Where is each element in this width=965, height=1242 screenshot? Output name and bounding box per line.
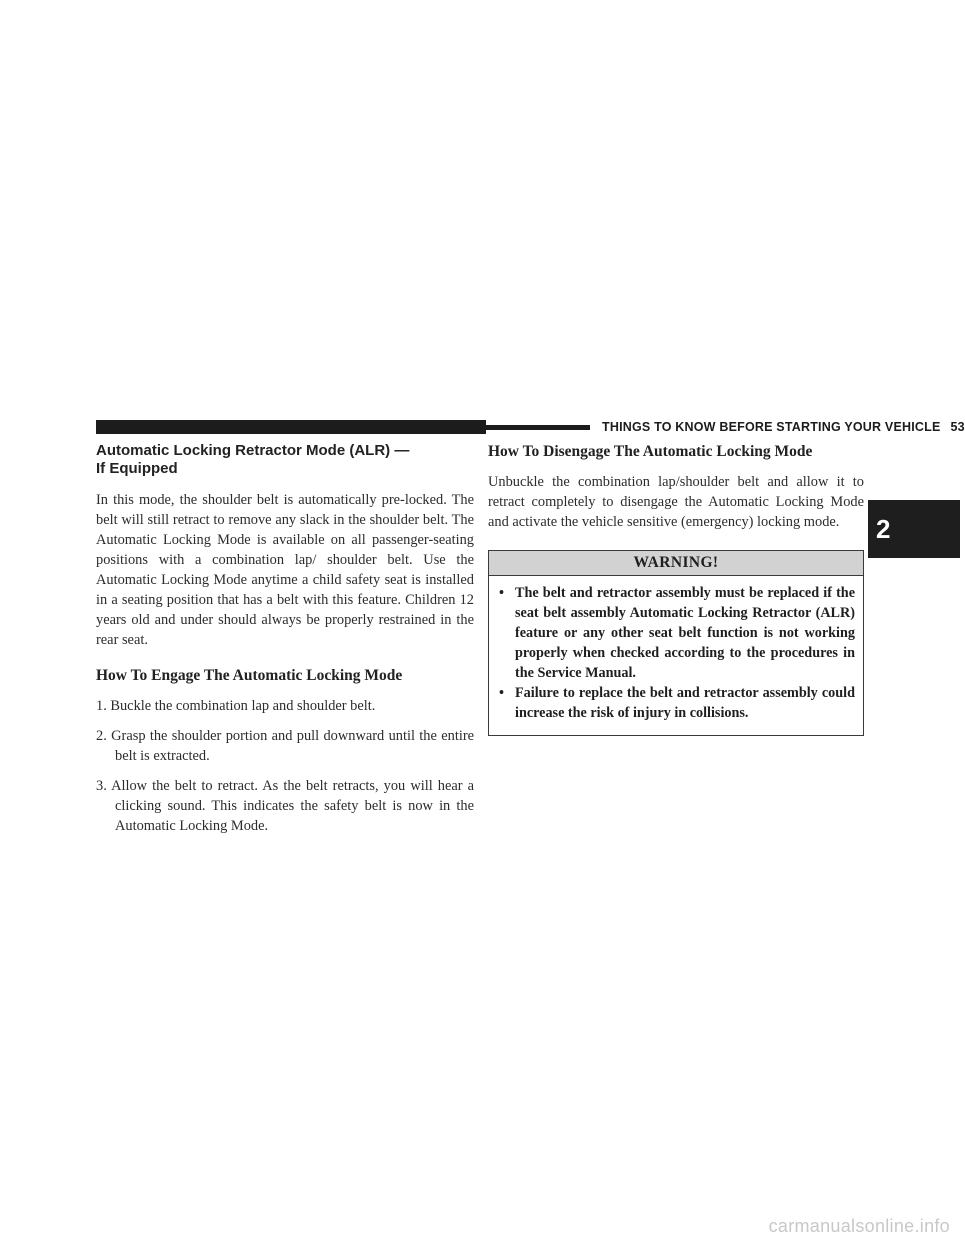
warning-item — [497, 683, 855, 723]
engage-heading: How To Engage The Automatic Locking Mode — [96, 667, 403, 684]
header-rule-thin — [486, 425, 590, 430]
warning-title: WARNING! — [489, 551, 863, 576]
alr-heading — [96, 442, 474, 478]
warning-item-text: Failure to replace the belt and retractor assembly could increase the risk of injury in collisions. — [515, 685, 855, 721]
bullet-icon: • — [499, 585, 504, 601]
right-column — [488, 442, 864, 736]
step-1: 1. Buckle the combination lap and shoulder belt. — [96, 698, 376, 714]
alr-intro-paragraph: In this mode, the shoulder belt is automatically pre-locked. The belt will still retract to remove any slack in the shoulder belt. The Automatic Locking Mode is available on all passenger-seating positions with a combination lap/ shoulder belt. Use the Automatic Locking Mode anytime a child safety seat is installed in a seating position that has a belt with this feature. Children 12 years old and under should always be properly restrained in the rear seat. — [96, 492, 474, 648]
disengage-paragraph: Unbuckle the combination lap/shoulder belt and allow it to retract completely to disengage the Automatic Locking Mode and activate the vehicle sensitive (emergency) locking mode. — [488, 474, 864, 530]
section-title: THINGS TO KNOW BEFORE STARTING YOUR VEHICLE — [602, 420, 941, 434]
step-3: 3. Allow the belt to retract. As the belt retracts, you will hear a clicking sound. This indicates the safety belt is now in the Automatic Locking Mode. — [96, 778, 474, 834]
engage-steps — [96, 696, 474, 836]
alr-heading-line1: Automatic Locking Retractor Mode (ALR) — — [96, 442, 410, 459]
bullet-icon: • — [499, 685, 504, 701]
left-column — [96, 442, 474, 836]
warning-item-text: The belt and retractor assembly must be replaced if the seat belt assembly Automatic Locking Retractor (ALR) feature or any other seat belt function is not working properly when checked according to the procedures in the Service Manual. — [515, 585, 855, 681]
chapter-tab: 2 — [868, 500, 960, 558]
header-text — [602, 420, 965, 434]
header-rule-thick — [96, 420, 486, 434]
watermark-text: carmanualsonline.info — [768, 1216, 950, 1236]
warning-box — [488, 550, 864, 736]
step-2: 2. Grasp the shoulder portion and pull downward until the entire belt is extracted. — [96, 728, 474, 764]
warning-item — [497, 583, 855, 683]
page-header — [96, 420, 965, 434]
disengage-heading: How To Disengage The Automatic Locking Mode — [488, 443, 813, 460]
warning-list — [489, 576, 863, 735]
page-number: 53 — [950, 420, 965, 434]
alr-heading-line2: If Equipped — [96, 460, 178, 477]
